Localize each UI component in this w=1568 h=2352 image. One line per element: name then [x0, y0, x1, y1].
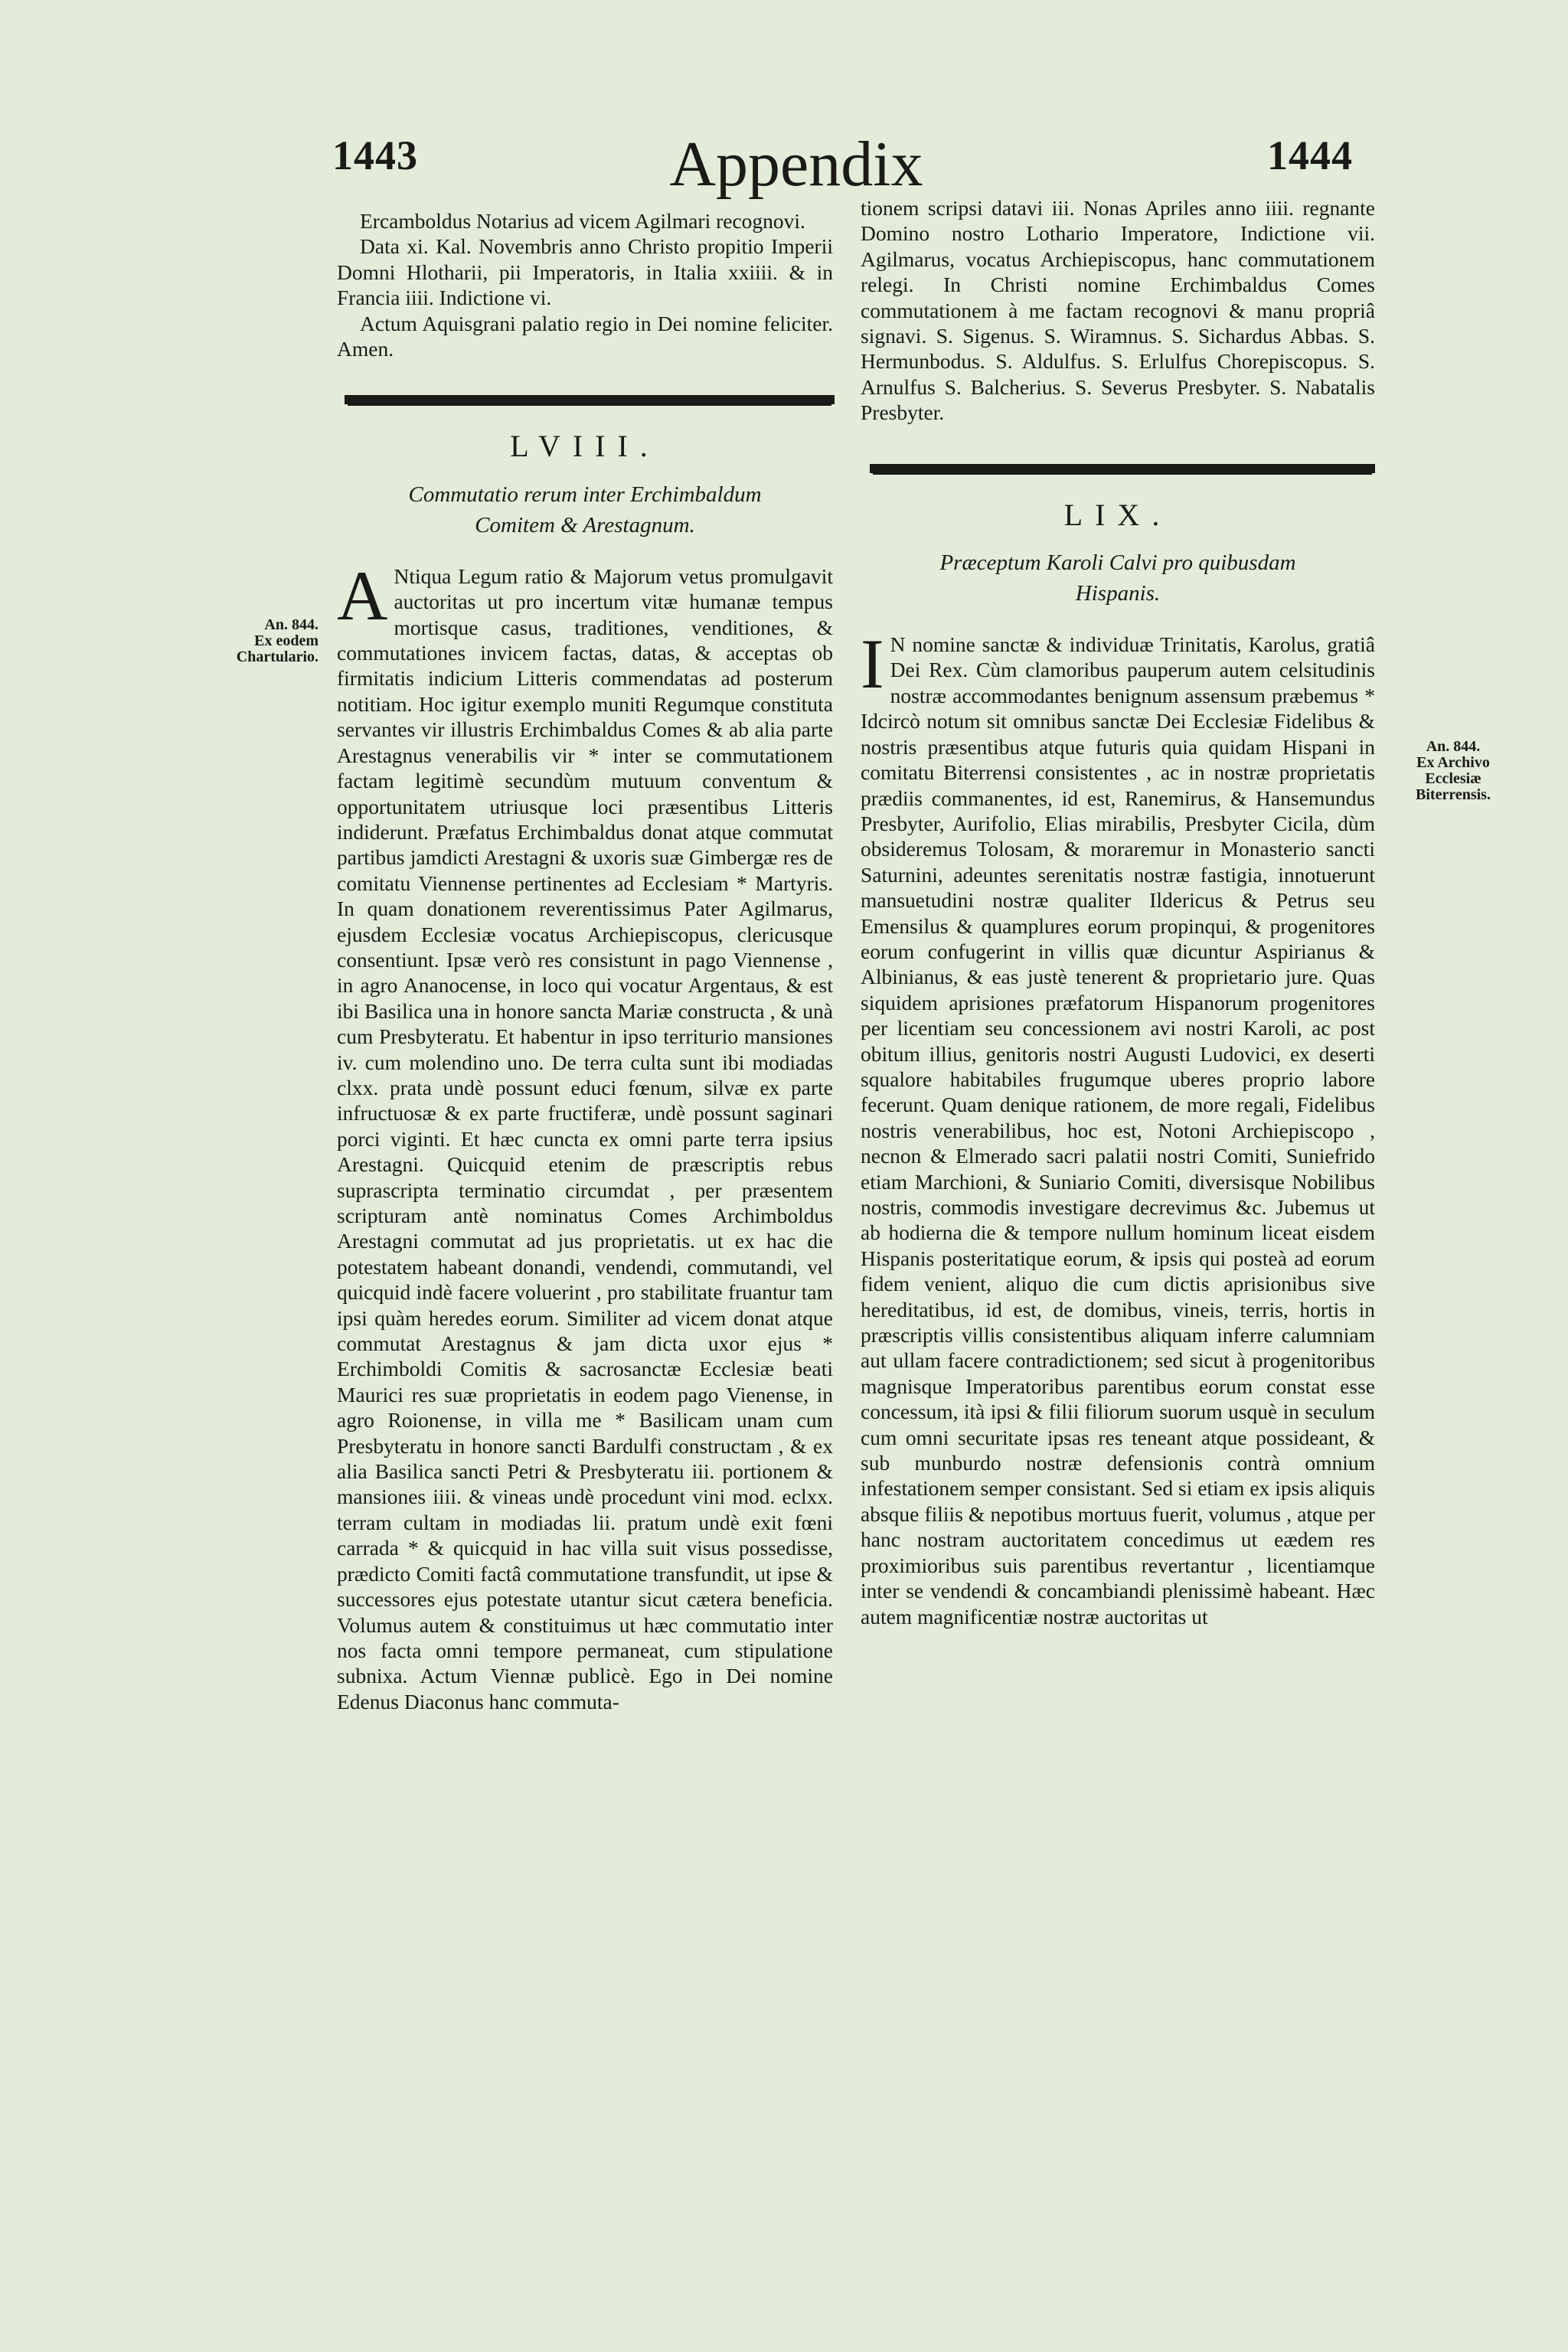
section-title-line: Hispanis. [1075, 581, 1161, 606]
right-column [861, 195, 1375, 1629]
actum-line: Actum Aquisgrani palatio regio in Dei nomine feliciter. Amen. [337, 311, 833, 361]
running-title: Appendix [669, 129, 923, 200]
section-number: LIX. [1063, 497, 1172, 532]
section-title-line: Comitem & Arestagnum. [475, 512, 695, 537]
margin-note-right: An. 844. Ex Archivo Ecclesiæ Biterrensis. [1416, 738, 1491, 803]
section-title [861, 547, 1375, 609]
section-body [861, 625, 1375, 1629]
date-line: Data xi. Kal. Novembris anno Christo propitio Imperii Domni Hlotharii, pii Imperatoris, in Italia xxiiii. & in Francia iiii. Indictione vi. [337, 234, 833, 310]
left-column [337, 208, 833, 1714]
page-number-right: 1444 [1267, 132, 1353, 178]
section-number: LVIII. [510, 429, 660, 464]
section-title-line: Præceptum Karoli Calvi pro quibusdam [939, 550, 1296, 576]
section-body [337, 556, 833, 1714]
margin-note-left: An. 844. Ex eodem Chartulario. [236, 616, 318, 665]
section-title [337, 479, 833, 541]
drop-cap: I [861, 625, 884, 704]
section-title-line: Commutatio rerum inter Erchimbaldum [408, 482, 762, 507]
body-text: N nomine sanctæ & individuæ Trinitatis, Karolus, gratiâ Dei Rex. Cùm clamoribus pauperum autem celsitudinis nostræ accommodantes benignum assensum præbemus * Idcircò notum sit omnibus sanctæ Dei Ecclesiæ Fidelibus & nostris præsentibus atque futuris quia quidam Hispani in comitatu Biterrensi consistentes , ac in nostræ proprietatis prædiis commanentes, id est, Ranemirus, & Hansemundus Presbyter, Aurifolio, Elias mirabilis, Presbyter Cicila, dùm obsideremus Tolosam, & moraremur in Monasterio sancti Saturnini, adeuntes serenitatis nostræ fastigia, innotuerunt mansuetudini nostræ qualiter Ildericus & Petrus seu Emensilus & quamplures eorum propinqui, & progenitores eorum confugerint in villis quæ dicuntur Aspirianus & Albinianus, & eas justè tenerent & proprietario jure. Quas siquidem aprisiones præfatorum Hispanorum progenitores per licentiam seu concessionem avi nostri Karoli, ac post obitum illius, genitoris nostri Augusti Ludovici, ex deserti squalore habitabiles frugumque uberes proprio labore fecerunt. Quam denique rationem, de more regali, Fidelibus nostris venerabilibus, hoc est, Notoni Archiepiscopo , necnon & Elmerado sacri palatii nostri Comiti, Suniefrido etiam Marchioni, & Suniario Comiti, diversisque Nobilibus nostris, commodis investigare decrevimus &c. Jubemus ut ab hodierna die & tempore nullum hominum liceat eisdem Hispanis posteritatique eorum, & ipsis qui posteà ad eorum fidem venient, aliquo die cum dictis aprisionibus sive hereditatibus, id est, de domibus, vineis, terris, hortis in præscriptis villis consistentibus aliquam inferre calumniam aut ullam facere contradictionem; sed sicut à progenitoribus magnisque Imperatoribus parentibus eorum constat esse concessum, ità ipsi & filii filiorum suorum usquè in seculum cum omni securitate ipsas res teneant atque possideant, & sub munburdo nostræ defensionis contrà omnium infestationem semper consistant. Sed si etiam ex ipsis aliquis absque filiis & nepotibus mortuus fuerit, volumus , atque per hanc nostram auctoritatem concedimus ut eædem res proximioribus suis parentibus revertantur , licentiamque inter se vendendi & concambiandi plenissimè habeant. Hæc autem magnificentiæ nostræ auctoritas ut [861, 632, 1375, 1628]
signature-line: Ercamboldus Notarius ad vicem Agilmari recognovi. [360, 209, 805, 233]
continuation-text: tionem scripsi datavi iii. Nonas Apriles anno iiii. regnante Domino nostro Lothario Imperatore, Indictione vii. Agilmarus, vocatus Archiepiscopus, hanc commutationem relegi. In Christi nomine Erchimbaldus Comes commutationem à me factam recognovi & manu propriâ signavi. S. Sigenus. S. Wiramnus. S. Sichardus Abbas. S. Hermunbodus. S. Aldulfus. S. Erlulfus Chorepiscopus. S. Arnulfus S. Balcherius. S. Severus Presbyter. S. Nabatalis Presbyter. [861, 196, 1375, 425]
body-text: Ntiqua Legum ratio & Majorum vetus promulgavit auctoritas ut pro incertum vitæ humanæ tempus mortisque casus, traditiones, venditiones, & commutationes invicem factas, datas, & acceptas ob firmitatis indicium Litteris commendatas ad posterum notitiam. Hoc igitur exemplo muniti Regumque constituta servantes vir illustris Erchimbaldus Comes & ab alia parte Arestagnus venerabilis vir * inter se commutationem factam legitimè secundùm mutuum conventum & opportunitatem utriusque loci præsentibus Litteris indiderunt. Præfatus Erchimbaldus donat atque commutat partibus jamdicti Arestagni & uxoris suæ Gimbergæ res de comitatu Viennense pertinentes ad Ecclesiam * Martyris. In quam donationem reverentissimus Pater Agilmarus, ejusdem Ecclesiæ vocatus Archiepiscopus, clericusque consentiunt. Ipsæ verò res consistunt in pago Viennense , in agro Ananocense, in loco qui vocatur Argentaus, & est ibi Basilica una in honore sancta Mariæ constructa , & unà cum Presbyteratu. Et habentur in ipso territurio mansiones iv. cum molendino uno. De terra culta sunt ibi modiadas clxx. prata undè possunt educi fœnum, silvæ ex parte infructuosæ & ex parte fructiferæ, undè possunt saginari porci viginti. Et hæc cuncta ex omni parte terra ipsius Arestagni. Quicquid etenim de præscriptis rebus suprascripta terminatio circumdat , per præsentem scripturam antè nominatus Comes Archimboldus Arestagni commutat ad jus proprietatis. ut ex hac die potestatem habeant donandi, vendendi, commutandi, vel quicquid indè facere voluerint , pro stabilitate fruantur tam ipsi quàm heredes eorum. Similiter ad vicem donat atque commutat Arestagnus & jam dicta uxor ejus * Erchimboldi Comitis & sacrosanctæ Ecclesiæ beati Maurici res suæ proprietatis in eodem pago Vienense, in agro Roionense, in villa me * Basilicam unam cum Presbyteratu in honore sancti Bardulfi constructam , & ex alia Basilica sancti Petri & Presbyteratu iii. portionem & mansiones iiii. & vineas undè procedunt vini mod. eclxx. terram cultam in modiadas lii. pratum undè exit fœni carrada * & quicquid in hac villa suit visus possedisse, prædicto Comiti factâ commutatione transfundit, ut ipse & successores ejus potestate utantur sicut cætera beneficia. Volumus autem & constituimus ut hæc commutatio inter nos facta omni tempore permaneat, cum stipulatione subnixa. Actum Viennæ publicè. Ego in Dei nomine Edenus Diaconus hanc commuta- [337, 564, 833, 1713]
page-number-left: 1443 [332, 132, 418, 178]
section-divider [870, 464, 1375, 473]
drop-cap: A [337, 556, 388, 635]
section-divider [345, 395, 835, 404]
